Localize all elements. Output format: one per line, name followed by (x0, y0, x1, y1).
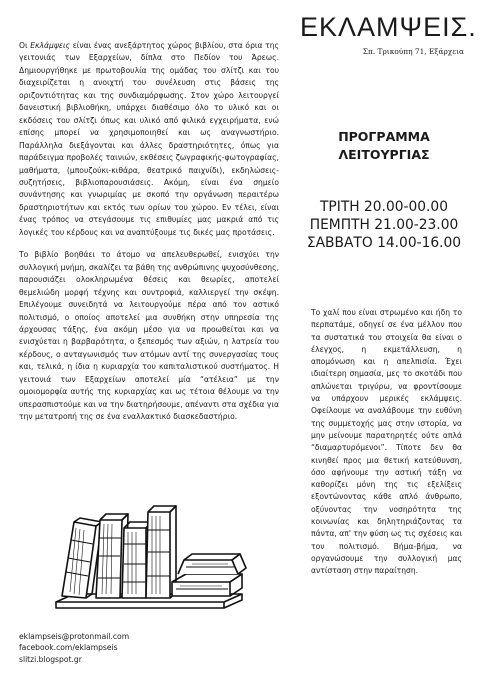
logo-wordmark: ΕΚΛΑΜΨΕΙΣ. (300, 12, 477, 42)
contact-block (19, 631, 129, 665)
schedule-thursday: ΠΕΜΠΤΗ 21.00-23.00 (309, 217, 459, 233)
space-name-italic: Εκλάμψεις (30, 41, 70, 50)
left-column (19, 40, 279, 434)
schedule-tuesday: ΤΡΙΤΗ 20.00-00.00 (320, 199, 448, 215)
intro-lead: Οι (19, 41, 31, 50)
intro-body: είναι ένας ανεξάρτητος χώρος βιβλίου, στα όρια της γειτονιάς των Εξαρχείων, δίπλα στο Πεδίον του Άρεως. Δημιουργήθηκε με πρωτοβουλία της ομάδας του σλίτζι και του διαχειρίζεται η ανοιχτή του συνέλευση στις βάσεις της οριζοντιότητας και της συνδιαμόρφωσης. Στον χώρο λειτουργεί δανειστική βιβλιοθήκη, υπάρχει διαθέσιμο όλο το υλικό και οι εκδόσεις του σλίτζι όπως και υλικό από φιλικά εγχειρήματα, ενώ επίσης μπορεί να χρησιμοποιηθεί και ως αναγνωστήριο. Παράλληλα διεξάγονται και άλλες δραστηριότητες, όπως για παράδειγμα προβολές ταινιών, εκθέσεις ζωγραφικής-φωτογραφίας, μαθήματα, (μπουζούκι-κιθάρα, θεατρικό παιχνίδι), εκδηλώσεις-συζητήσεις, βιβλιοπαρουσιάσεις. Ακόμη, είναι ένα σημείο συνάντησης και γνωριμίας με σκοπό την οργάνωση περαιτέρω δραστηριοτήτων και εκτός των ορίων του χώρου. Εν τέλει, είναι ένας τρόπος να στεγάσουμε τις επιθυμίες μας μακριά από τις λογικές του κέρδους και να αναπτύξουμε τις δικές μας προτάσεις. (19, 41, 279, 237)
right-column-text: Το χαλί που είναι στρωμένο και ήδη το περπατάμε, οδηγεί σε ένα μέλλον που τα συστατικά του στοιχεία θα είναι ο έλεγχος, η εκμετάλλευση, η απομόνωση και η απελπισία. Έχει ιδιαίτερη σημασία, μες το σκοτάδι που απλώνεται τριγύρω, να φροντίσουμε να υπάρχουν μερικές εκλάμψεις. Οφείλουμε να αναλάβουμε την ευθύνη της συμμετοχής μας στην ιστορία, να μην μείνουμε παρατηρητές ούτε απλά “διαμαρτυρόμενοι”. Τίποτε δεν θα κινηθεί προς μια θετική κατεύθυνση, όσο αφήνουμε την αστική τάξη να καθορίζει μόνη της τις εξελίξεις εξοντώνοντας κάθε απλό άνθρωπο, οξύνοντας την νοσηρότητα της κοινωνίας και δηλητηριάζοντας τα πάντα, απ' την φύση ως τις σχέσεις και τον πολιτισμό. Βήμα-βήμα, να οργανώσουμε την συλλογική μας αντίσταση στην παραίτηση. (311, 308, 462, 576)
stacked-books-illustration (52, 498, 248, 618)
program-title-line-2: ΛΕΙΤΟΥΡΓΙΑΣ (338, 147, 430, 162)
intro-paragraph (19, 40, 279, 239)
book-paragraph: Το βιβλίο βοηθάει το άτομο να απελευθερωθεί, ενισχύει την συλλογική μνήμη, σκαλίζει τα βάθη της ανθρώπινης ψυχοσύνθεσης, παρουσιάζει ολοκληρωμένα θέσεις και θεωρίες, αποτελεί θεμελιώδη μορφή τέχνης και συντροφιά, καλλιεργεί την σκέψη. Επιλέγουμε συνειδητά να λειτουργούμε πέρα από τον αστικό πολιτισμό, ο οποίος αποτελεί μια συνθήκη στην υπηρεσία της άρχουσας τάξης, ένα ακόμη μέσο για να προωθείται και να ενισχύεται η βαρβαρότητα, ο ξεπεσμός των αξιών, η λατρεία του κέρδους, ο ανταγωνισμός των ατόμων αντί της συνεργασίας τους και, τελικά, η ίδια η κυριαρχία του καπιταλιστικού συστήματος. Η γειτονιά των Εξαρχείων αποτελεί μία “ατέλεια” με την ομοιομορφία αυτής της κυριαρχίας και ως τέτοια θέλουμε να την υπερασπιστούμε και να την διατηρήσουμε, απέναντι στα σχέδια για την μετατροπή της σε ένα εναλλακτικό διασκεδαστήριο. (19, 250, 279, 422)
email-link[interactable]: eklampseis@protonmail.com (19, 632, 130, 641)
masthead (300, 12, 477, 56)
program-title-line-1: ΠΡΟΓΡΑΜΜΑ (338, 129, 430, 144)
blog-link[interactable]: slitzi.blogspot.gr (19, 654, 82, 664)
street-address: Σπ. Τρικούπη 71, Εξάρχεια (362, 47, 464, 56)
facebook-link[interactable]: facebook.com/eklampseis (19, 643, 118, 653)
program-title (304, 128, 464, 164)
schedule-saturday: ΣΑΒΒΑΤΟ 14.00-16.00 (306, 235, 462, 251)
opening-hours (300, 198, 468, 252)
